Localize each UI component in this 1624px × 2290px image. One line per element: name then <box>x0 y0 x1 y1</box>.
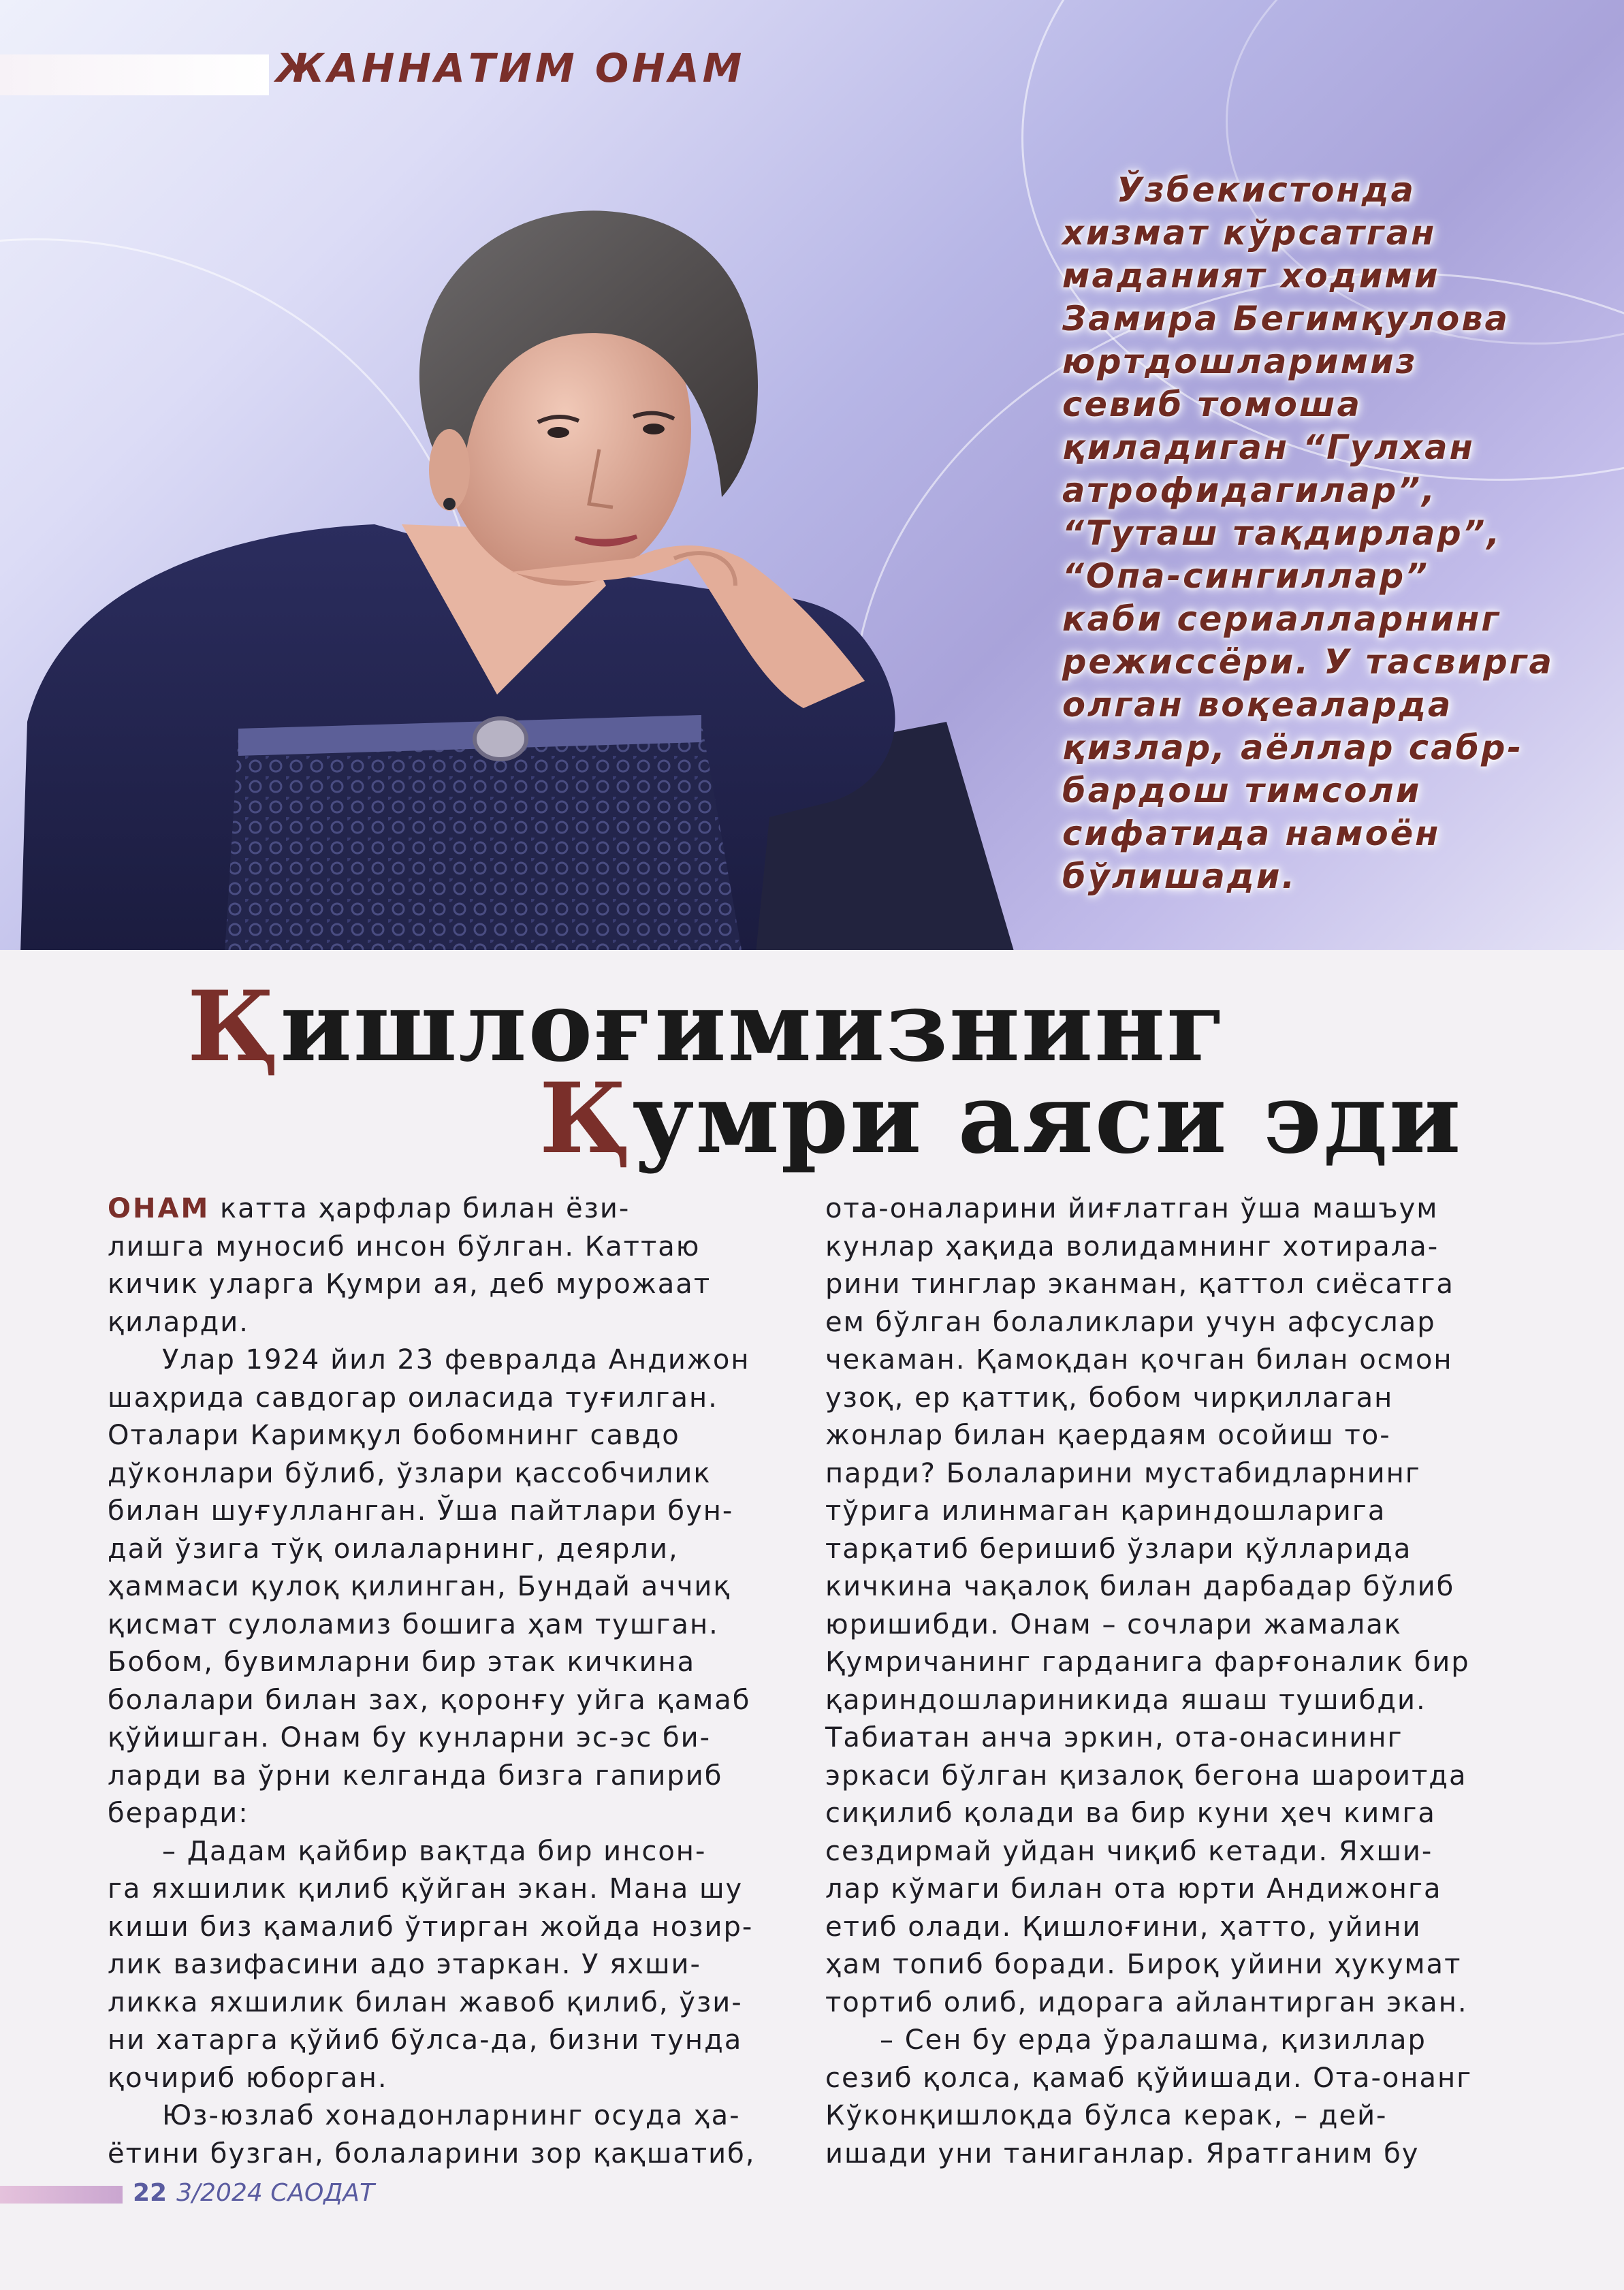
lead-line: режиссёри. У тасвирга <box>1062 642 1554 682</box>
lead-line: атрофидагилар”, <box>1062 471 1437 510</box>
text-line: етиб олади. Қишлоғини, ҳатто, уйини <box>825 1911 1422 1943</box>
hero-banner <box>0 0 1624 950</box>
text-line: ишади уни таниганлар. Яратганим бу <box>825 2137 1420 2169</box>
text-fragment: катта ҳарфлар билан ёзи- <box>210 1193 631 1224</box>
text-line: тарқатиб беришиб ўзлари қўлларида <box>825 1533 1412 1565</box>
text-line: сиқилиб қолади ва бир куни ҳеч кимга <box>825 1798 1436 1829</box>
text-line: қўйишган. Онам бу кунларни эс-эс би- <box>108 1722 712 1753</box>
text-line: билан шуғулланган. Ўша пайтлари бун- <box>108 1495 734 1527</box>
paragraph <box>825 1190 1506 2022</box>
text-line: қисмат сулоламиз бошига ҳам тушган. <box>108 1608 719 1640</box>
text-line: Кўконқишлоқда бўлса керак, – дей- <box>825 2100 1388 2131</box>
text-line: сездирмай уйдан чиқиб кетади. Яхши- <box>825 1835 1433 1867</box>
text-line: қиларди. <box>108 1306 249 1338</box>
text-line: ни хатарга қўйиб бўлса-да, бизни тунда <box>108 2024 743 2056</box>
text-line: берарди: <box>108 1798 249 1829</box>
headline-initial: Қ <box>187 970 281 1083</box>
lead-line: “Опа-сингиллар” <box>1062 556 1430 596</box>
paragraph <box>108 1833 789 2098</box>
text-line: жонлар билан қаердаям осойиш то- <box>825 1420 1391 1451</box>
lead-line: сифатида намоён <box>1062 814 1441 853</box>
headline-text: ишлоғимизнинг <box>280 970 1228 1083</box>
text-line: Оталари Каримқул бобомнинг савдо <box>108 1420 680 1451</box>
text-line: юришибди. Онам – сочлари жамалак <box>825 1608 1402 1640</box>
lead-line: “Туташ тақдирлар”, <box>1062 513 1502 553</box>
portrait-photo <box>20 204 1055 950</box>
lead-line: каби сериалларнинг <box>1062 599 1501 639</box>
text-line: шаҳрида савдогар оиласида туғилган. <box>108 1382 718 1414</box>
paragraph <box>825 2022 1506 2173</box>
text-line: Юз-юзлаб хонадонларнинг осуда ҳа- <box>162 2100 741 2131</box>
text-line: қариндошлариникида яшаш тушибди. <box>825 1684 1427 1716</box>
lead-word: ОНАМ <box>108 1193 210 1224</box>
text-line: Қумричанинг гарданига фарғоналик бир <box>825 1647 1470 1678</box>
text-line: қочириб юборган. <box>108 2062 388 2094</box>
paragraph <box>108 1341 789 1833</box>
text-line: киши биз қамалиб ўтирган жойда нозир- <box>108 1911 754 1943</box>
text-line: кичик уларга Қумри ая, деб мурожаат <box>108 1269 712 1300</box>
text-line: узоқ, ер қаттиқ, бобом чирқиллаган <box>825 1382 1394 1414</box>
text-line: ҳам топиб боради. Бироқ уйини ҳукумат <box>825 1949 1462 1980</box>
text-line <box>108 1190 789 1228</box>
lead-line: юртдошларимиз <box>1062 342 1418 381</box>
text-line: парди? Болаларини мустабидларнинг <box>825 1457 1421 1489</box>
text-line: дай ўзига тўқ оилаларнинг, деярли, <box>108 1533 679 1565</box>
article-column-left <box>108 1190 789 2173</box>
lead-paragraph <box>1062 169 1600 898</box>
text-line: дўконлари бўлиб, ўзлари қассобчилик <box>108 1457 712 1489</box>
lead-line: Ўзбекистонда <box>1117 170 1416 210</box>
text-line: болалари билан зах, қоронғу уйга қамаб <box>108 1684 751 1716</box>
lead-line: Замира Бегимқулова <box>1062 299 1510 338</box>
text-line: га яхшилик қилиб қўйган экан. Мана шу <box>108 1873 744 1905</box>
lead-line: қизлар, аёллар сабр- <box>1062 728 1524 767</box>
text-line: ҳаммаси қулоқ қилинган, Бундай аччиқ <box>108 1571 731 1602</box>
text-line: кичкина чақалоқ билан дарбадар бўлиб <box>825 1571 1455 1602</box>
paragraph <box>108 2097 789 2173</box>
text-line: лик вазифасини адо этаркан. У яхши- <box>108 1949 701 1980</box>
text-line: ликка яхшилик билан жавоб қилиб, ўзи- <box>108 1986 743 2018</box>
text-line: – Сен бу ерда ўралашма, қизиллар <box>880 2024 1427 2056</box>
text-line: ётини бузган, болаларини зор қақшатиб, <box>108 2137 756 2169</box>
text-line: сезиб қолса, қамаб қўйишади. Ота-онанг <box>825 2062 1473 2094</box>
text-line: Табиатан анча эркин, ота-онасининг <box>825 1722 1403 1753</box>
section-bar <box>0 54 269 95</box>
page-number: 22 <box>133 2179 168 2207</box>
lead-line: олган воқеаларда <box>1062 685 1453 725</box>
lead-line: хизмат кўрсатган <box>1062 213 1437 253</box>
text-line: – Дадам қайбир вақтда бир инсон- <box>162 1835 707 1867</box>
text-line: рини тинглар эканман, қаттол сиёсатга <box>825 1269 1454 1300</box>
headline-text: умри аяси эди <box>632 1062 1463 1175</box>
footer-bar <box>0 2186 123 2204</box>
text-line: чекаман. Қамоқдан қочган билан осмон <box>825 1344 1453 1375</box>
lead-line: қиладиган “Гулхан <box>1062 428 1475 467</box>
lead-line: бўлишади. <box>1062 857 1297 896</box>
article-column-right <box>825 1190 1506 2173</box>
lead-line: севиб томоша <box>1062 385 1362 424</box>
text-line: лар кўмаги билан ота юрти Андижонга <box>825 1873 1442 1905</box>
magazine-issue: 3/2024 САОДАТ <box>176 2179 375 2207</box>
text-line: эркаси бўлган қизалоқ бегона шароитда <box>825 1760 1467 1792</box>
lead-line: бардош тимсоли <box>1062 771 1422 810</box>
section-title: ЖАННАТИМ ОНАМ <box>276 45 746 91</box>
text-line: кунлар ҳақида волидамнинг хотирала- <box>825 1230 1439 1262</box>
text-line: Бобом, бувимларни бир этак кичкина <box>108 1647 696 1678</box>
text-line: ем бўлган болаликлари учун афсуслар <box>825 1306 1436 1338</box>
text-line: тўрига илинмаган қариндошларига <box>825 1495 1386 1527</box>
headline-line-2 <box>539 1062 1462 1175</box>
text-line: ларди ва ўрни келганда бизга гапириб <box>108 1760 723 1792</box>
headline-initial: Қ <box>539 1062 633 1175</box>
page-footer <box>133 2179 375 2207</box>
text-line: ота-оналарини йиғлатган ўша машъум <box>825 1193 1439 1224</box>
text-line: тортиб олиб, идорага айлантирган экан. <box>825 1986 1468 2018</box>
paragraph <box>108 1190 789 1341</box>
lead-line: маданият ходими <box>1062 256 1440 296</box>
text-line: Улар 1924 йил 23 февралда Андижон <box>162 1344 750 1375</box>
text-line: лишга муносиб инсон бўлган. Каттаю <box>108 1230 701 1262</box>
